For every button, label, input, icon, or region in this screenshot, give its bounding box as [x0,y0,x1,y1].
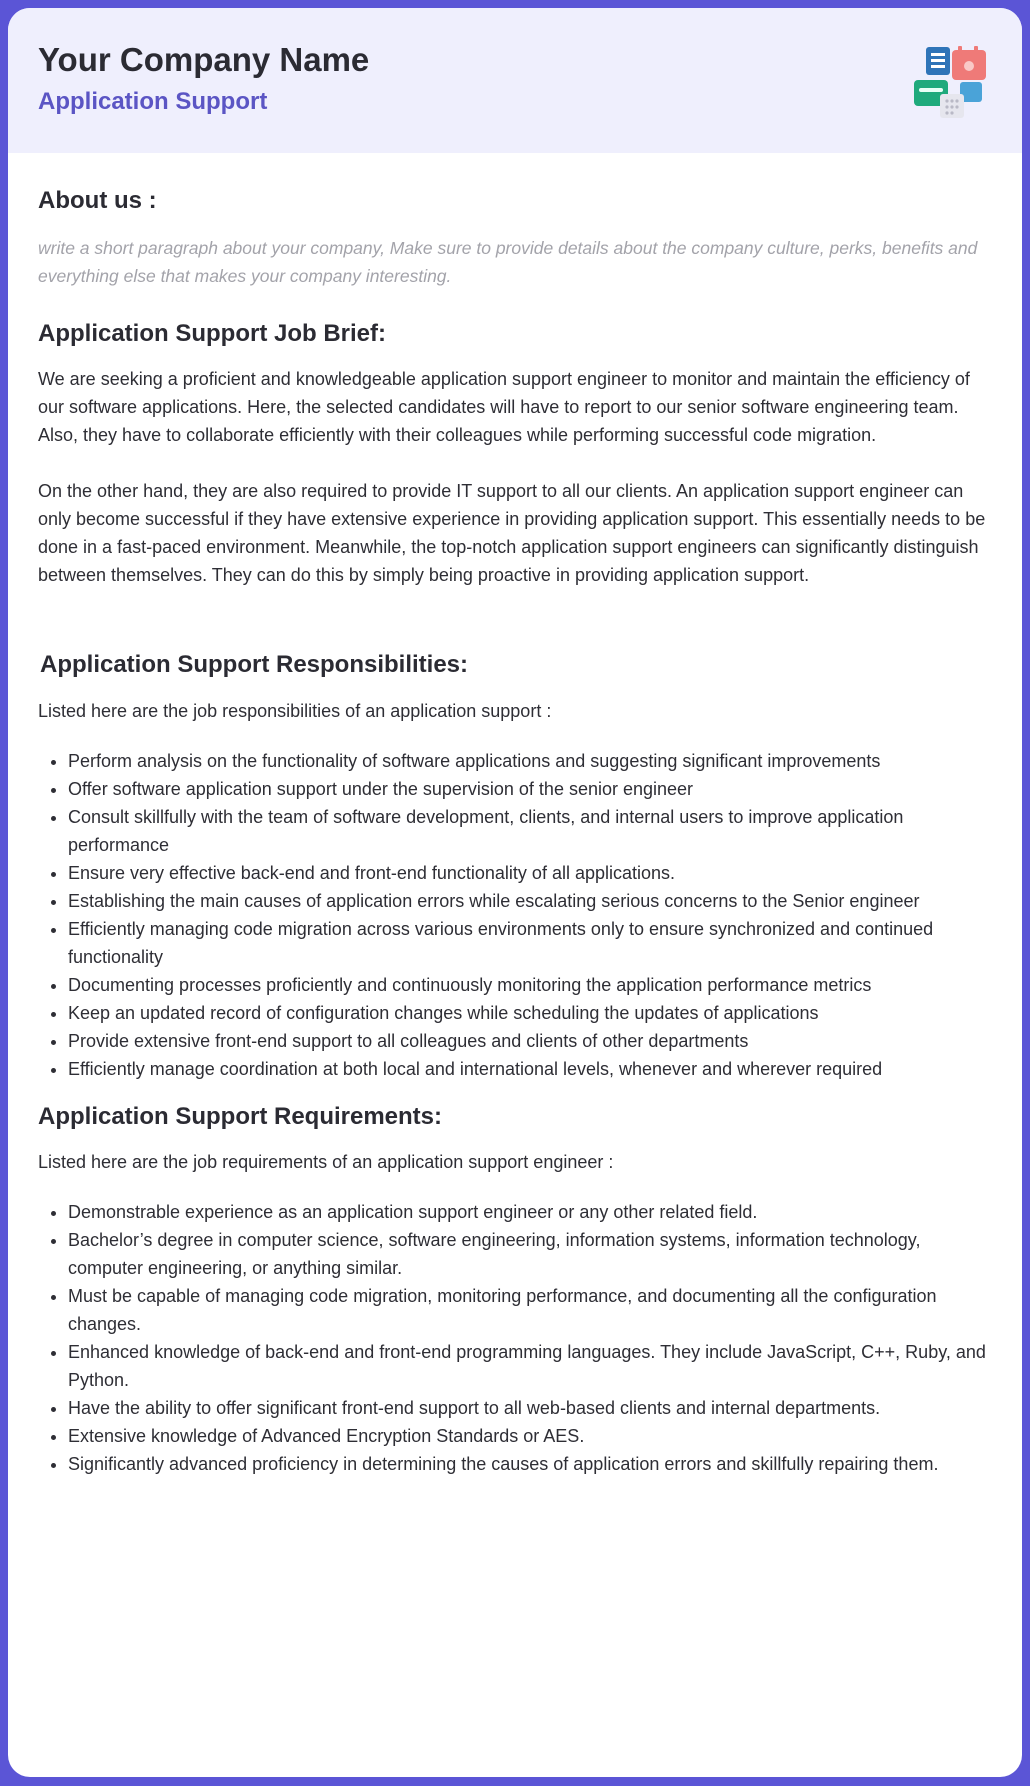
list-item: • Provide extensive front-end support to all colleagues and clients of other departments [68,1027,992,1055]
job-brief-title: Application Support Job Brief: [38,320,386,348]
list-item: • Enhanced knowledge of back-end and front-end programming languages. They include JavaScript, C++, Ruby, and Python. [68,1338,992,1394]
list-item: • Documenting processes proficiently and continuously monitoring the application performance metrics [68,971,992,999]
list-item: • Must be capable of managing code migration, monitoring performance, and documenting all the configuration changes. [68,1282,992,1338]
job-board-logo-icon [914,44,988,122]
list-item: • Extensive knowledge of Advanced Encryption Standards or AES. [68,1422,992,1450]
job-description-card [8,8,1022,1777]
list-item: • Efficiently manage coordination at both local and international levels, whenever and wherever required [68,1055,992,1083]
responsibilities-list [38,747,992,1083]
responsibilities-title: Application Support Responsibilities: [40,651,469,679]
job-brief-paragraph: On the other hand, they are also required to provide IT support to all our clients. An application support engineer can only become successful if they have extensive experience in providing application support. This essentially needs to be done in a fast-paced environment. Meanwhile, the top-notch application support engineers can significantly distinguish between themselves. They can do this by simply being proactive in providing application support. [38,481,986,586]
list-item: • Offer software application support under the supervision of the senior engineer [68,775,992,803]
list-item: • Keep an updated record of configuration changes while scheduling the updates of applications [68,999,992,1027]
list-item: • Perform analysis on the functionality of software applications and suggesting significant improvements [68,747,992,775]
company-name: Your Company Name [38,41,370,78]
requirements-intro: Listed here are the job requirements of an application support engineer : [38,1151,614,1172]
list-item: • Establishing the main causes of application errors while escalating serious concerns to the Senior engineer [68,887,992,915]
header [8,8,1022,153]
job-title: Application Support [38,87,268,115]
list-item: • Significantly advanced proficiency in determining the causes of application errors and skillfully repairing them. [68,1450,992,1478]
list-item: • Consult skillfully with the team of software development, clients, and internal users to improve application performance [68,803,992,859]
responsibilities-intro: Listed here are the job responsibilities of an application support : [38,700,552,721]
list-item: • Demonstrable experience as an application support engineer or any other related field. [68,1198,992,1226]
requirements-title: Application Support Requirements: [38,1102,443,1130]
list-item: • Efficiently managing code migration across various environments only to ensure synchronized and continued functionality [68,915,992,971]
list-item: • Ensure very effective back-end and front-end functionality of all applications. [68,859,992,887]
list-item: • Have the ability to offer significant front-end support to all web-based clients and internal departments. [68,1394,992,1422]
content [8,153,1022,1478]
job-brief-paragraph: We are seeking a proficient and knowledgeable application support engineer to monitor and maintain the efficiency of our software applications. Here, the selected candidates will have to report to our senior software engineering team. Also, they have to collaborate efficiently with their colleagues while performing successful code migration. [38,369,970,446]
requirements-list [38,1198,992,1478]
list-item: • Bachelor’s degree in computer science, software engineering, information systems, information technology, computer engineering, or anything similar. [68,1226,992,1282]
about-text: write a short paragraph about your company, Make sure to provide details about the company culture, perks, benefits and everything else that makes your company interesting. [38,238,978,287]
about-title: About us : [38,187,157,214]
